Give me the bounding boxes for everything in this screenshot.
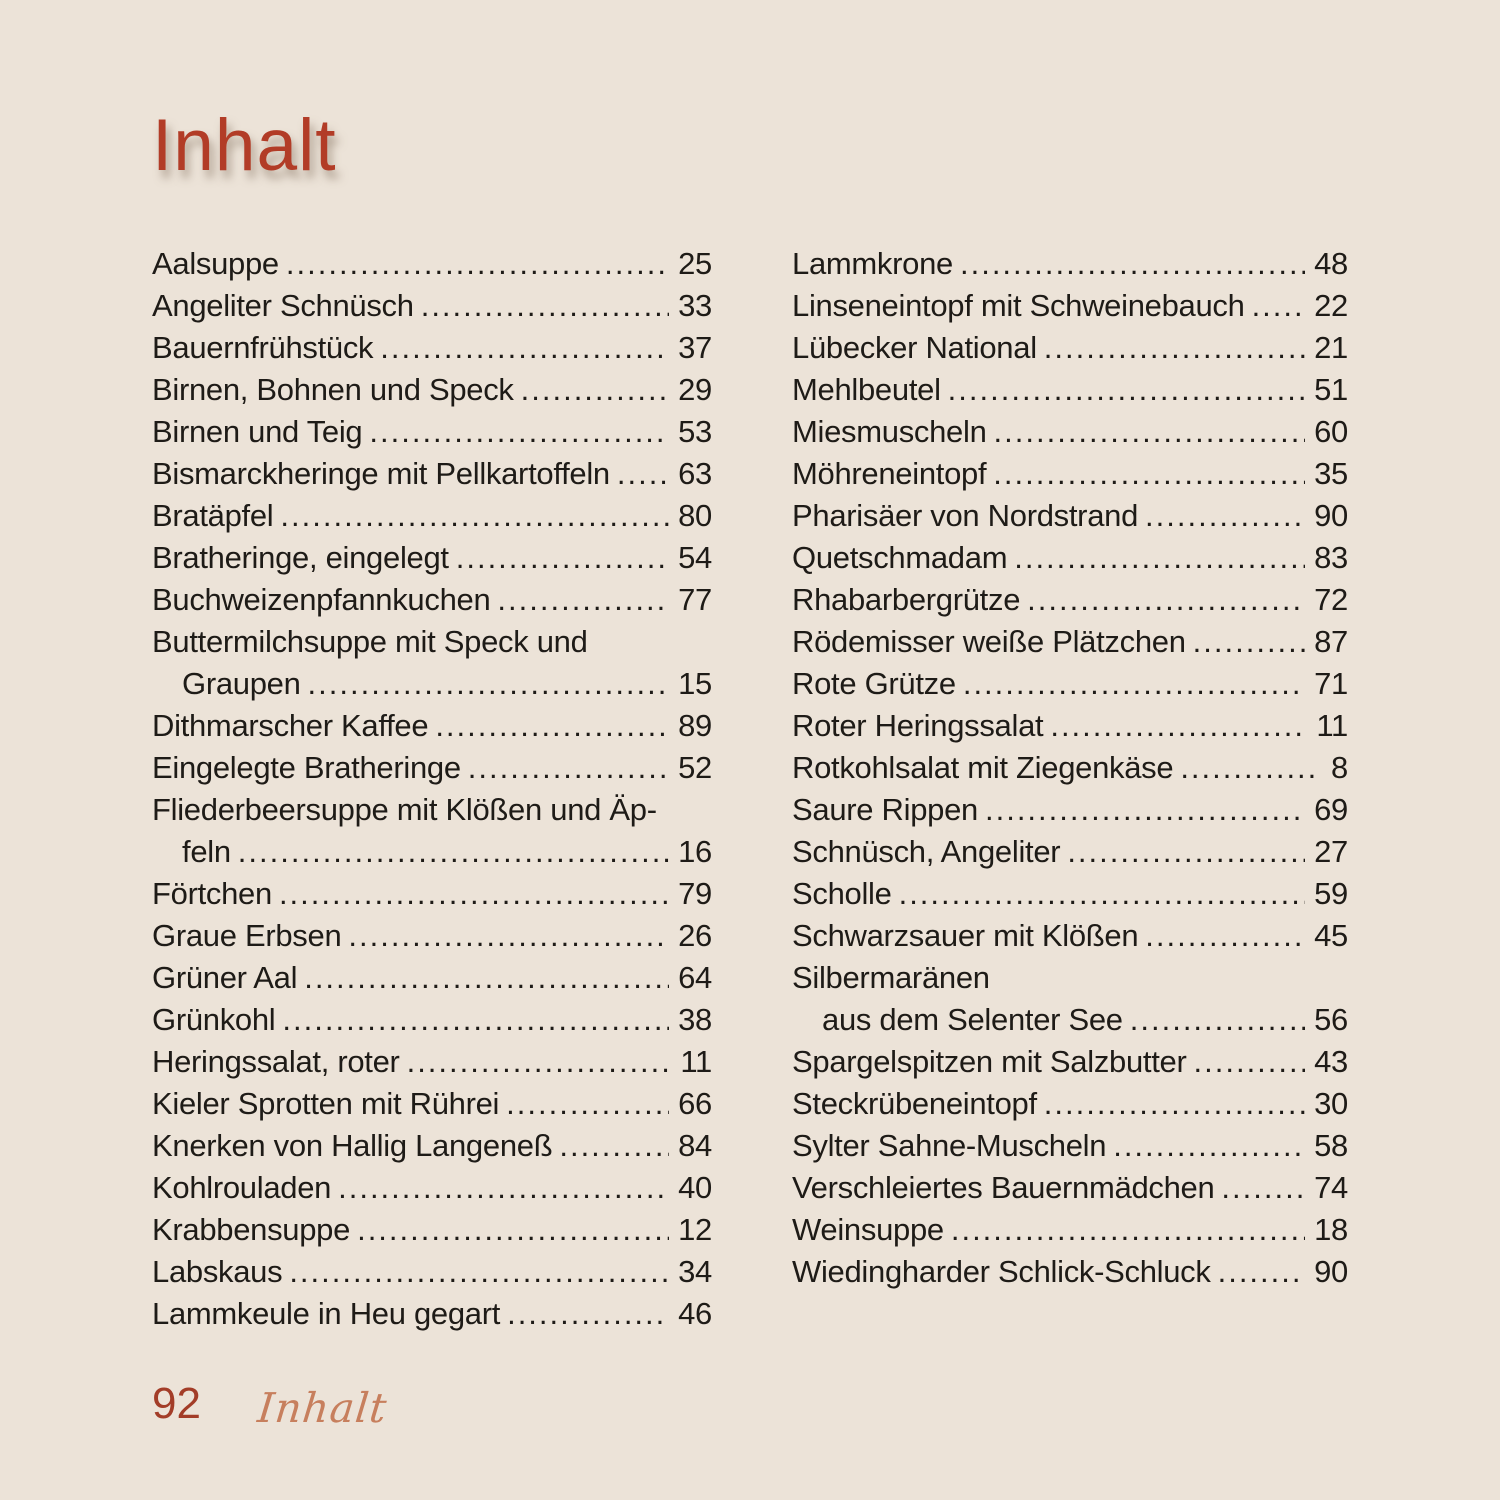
toc-entry [792,747,1348,789]
toc-entry-page: 34 [678,1254,712,1289]
dot-leader [468,747,669,789]
dot-leader [1145,495,1305,537]
footer-page-number: 92 [152,1379,201,1428]
toc-entry [152,1125,712,1167]
toc-entry-page: 87 [1314,624,1348,659]
toc-entry [792,1209,1348,1251]
dot-leader [304,957,669,999]
footer-section-label: Inhalt [255,1384,390,1432]
toc-entry [792,663,1348,705]
toc-entry-title: Rote Grütze [792,666,956,701]
toc-entry-title: Buttermilchsuppe mit Speck und [152,624,588,659]
dot-leader [1145,915,1305,957]
toc-entry [152,705,712,747]
dot-leader [617,453,669,495]
toc-entry-page: 46 [678,1296,712,1331]
dot-leader [357,1209,669,1251]
dot-leader [348,915,669,957]
toc-entry-page: 90 [1314,1254,1348,1289]
toc-entry-page: 64 [678,960,712,995]
toc-entry [152,957,712,999]
toc-entry [152,831,712,873]
dot-leader [338,1167,669,1209]
toc-entry-page: 12 [678,1212,712,1247]
toc-entry-title: Verschleiertes Bauernmädchen [792,1170,1215,1205]
toc-entry-title: Saure Rippen [792,792,978,827]
dot-leader [1130,999,1305,1041]
toc-entry-title: Weinsuppe [792,1212,944,1247]
toc-entry [152,369,712,411]
toc-entry-page: 63 [678,456,712,491]
toc-entry [152,579,712,621]
toc-entry [792,1251,1348,1293]
toc-entry-page: 25 [678,246,712,281]
toc-entry [792,369,1348,411]
dot-leader [497,579,669,621]
toc-column-right [792,243,1348,1293]
toc-entry-page: 77 [678,582,712,617]
dot-leader [899,873,1306,915]
toc-entry-title: aus dem Selenter See [822,1002,1123,1037]
toc-entry [792,1125,1348,1167]
toc-entry-page: 35 [1314,456,1348,491]
toc-entry-page: 79 [678,876,712,911]
toc-entry-title: Scholle [792,876,892,911]
dot-leader [421,285,669,327]
dot-leader [280,495,669,537]
toc-entry-title: feln [182,834,231,869]
toc-entry-title: Grünkohl [152,1002,276,1037]
dot-leader [279,873,669,915]
toc-entry-title: Steckrübeneintopf [792,1086,1037,1121]
dot-leader [308,663,670,705]
dot-leader [289,1251,669,1293]
toc-entry [792,285,1348,327]
dot-leader [286,243,669,285]
toc-entry [152,285,712,327]
toc-entry-title: Heringssalat, roter [152,1044,400,1079]
toc-entry-title: Eingelegte Bratheringe [152,750,461,785]
toc-entry-title: Dithmarscher Kaffee [152,708,429,743]
toc-entry-page: 18 [1314,1212,1348,1247]
toc-entry [152,1083,712,1125]
dot-leader [993,453,1305,495]
toc-entry-title: Mehlbeutel [792,372,941,407]
dot-leader [1113,1125,1305,1167]
toc-entry-page: 37 [678,330,712,365]
dot-leader [380,327,669,369]
toc-entry-title: Rotkohlsalat mit Ziegenkäse [792,750,1174,785]
toc-entry-page: 83 [1314,540,1348,575]
toc-entry-page: 51 [1314,372,1348,407]
dot-leader [1194,1041,1306,1083]
toc-entry-page: 56 [1314,1002,1348,1037]
toc-entry [792,915,1348,957]
toc-entry [792,621,1348,663]
dot-leader [559,1125,669,1167]
toc-entry [152,453,712,495]
dot-leader [994,411,1306,453]
toc-entry [792,831,1348,873]
toc-entry-title: Lübecker National [792,330,1037,365]
toc-entry-page: 21 [1314,330,1348,365]
toc-entry-page: 89 [678,708,712,743]
dot-leader [506,1083,669,1125]
toc-entry [152,663,712,705]
toc-entry [152,243,712,285]
toc-entry [152,495,712,537]
toc-entry-title: Linseneintopf mit Schweinebauch [792,288,1245,323]
toc-entry [152,915,712,957]
toc-entry [792,327,1348,369]
toc-entry-page: 72 [1314,582,1348,617]
toc-entry-title: Bauernfrühstück [152,330,374,365]
toc-entry-title: Grüner Aal [152,960,298,995]
toc-entry-page: 11 [680,1044,712,1079]
toc-entry-page: 22 [1314,288,1348,323]
dot-leader [1218,1251,1306,1293]
dot-leader [435,705,669,747]
toc-entry-title: Wiedingharder Schlick-Schluck [792,1254,1211,1289]
dot-leader [456,537,669,579]
toc-entry-page: 16 [678,834,712,869]
dot-leader [521,369,669,411]
toc-entry-page: 27 [1314,834,1348,869]
toc-entry-page: 69 [1314,792,1348,827]
toc-entry-page: 30 [1314,1086,1348,1121]
dot-leader [1014,537,1305,579]
toc-entry-title: Förtchen [152,876,272,911]
toc-entry [152,1041,712,1083]
toc-entry-page: 38 [678,1002,712,1037]
toc-entry [792,957,1348,999]
toc-entry-title: Graupen [182,666,301,701]
toc-entry-page: 60 [1314,414,1348,449]
toc-entry [152,747,712,789]
dot-leader [1180,747,1319,789]
toc-entry-title: Bismarckheringe mit Pellkartoffeln [152,456,610,491]
dot-leader [951,1209,1305,1251]
toc-entry [152,621,712,663]
dot-leader [948,369,1305,411]
dot-leader [507,1293,669,1335]
toc-entry [792,579,1348,621]
toc-entry [792,873,1348,915]
toc-entry-page: 71 [1314,666,1348,701]
dot-leader [282,999,669,1041]
toc-entry-page: 40 [678,1170,712,1205]
toc-entry-title: Möhreneintopf [792,456,987,491]
toc-entry [792,999,1348,1041]
toc-entry [152,327,712,369]
toc-entry-page: 58 [1314,1128,1348,1163]
toc-entry [792,411,1348,453]
toc-entry-title: Miesmuscheln [792,414,987,449]
toc-entry-title: Roter Heringssalat [792,708,1044,743]
toc-entry [792,537,1348,579]
toc-entry-page: 90 [1314,498,1348,533]
toc-entry [792,1167,1348,1209]
toc-entry-title: Kieler Sprotten mit Rührei [152,1086,500,1121]
dot-leader [238,831,669,873]
dot-leader [1221,1167,1305,1209]
toc-entry-title: Labskaus [152,1254,283,1289]
dot-leader [1044,327,1305,369]
toc-entry-title: Aalsuppe [152,246,279,281]
dot-leader [1027,579,1305,621]
toc-entry-page: 66 [678,1086,712,1121]
toc-entry-title: Fliederbeersuppe mit Klößen und Äp- [152,792,657,827]
toc-entry-title: Knerken von Hallig Langeneß [152,1128,553,1163]
page-title: Inhalt [152,105,337,186]
toc-entry-page: 74 [1314,1170,1348,1205]
toc-entry-page: 45 [1314,918,1348,953]
toc-entry [152,1209,712,1251]
toc-entry-title: Birnen und Teig [152,414,363,449]
toc-entry [152,789,712,831]
toc-entry [152,999,712,1041]
toc-entry-page: 80 [678,498,712,533]
toc-entry [792,705,1348,747]
toc-entry-title: Lammkeule in Heu gegart [152,1296,501,1331]
dot-leader [369,411,669,453]
toc-entry-page: 84 [678,1128,712,1163]
toc-entry-page: 54 [678,540,712,575]
toc-entry-title: Rhabarbergrütze [792,582,1021,617]
toc-entry [152,873,712,915]
toc-entry-title: Sylter Sahne-Muscheln [792,1128,1107,1163]
toc-entry-title: Silbermaränen [792,960,990,995]
toc-entry-page: 26 [678,918,712,953]
toc-entry-title: Schwarzsauer mit Klößen [792,918,1139,953]
toc-entry-page: 48 [1314,246,1348,281]
toc-entry-title: Kohlrouladen [152,1170,332,1205]
toc-column-left [152,243,712,1335]
dot-leader [1252,285,1306,327]
toc-entry-title: Angeliter Schnüsch [152,288,414,323]
toc-entry-page: 11 [1316,708,1348,743]
toc-entry-title: Quetschmadam [792,540,1008,575]
toc-entry-title: Pharisäer von Nordstrand [792,498,1139,533]
toc-entry [792,1041,1348,1083]
toc-entry-title: Spargelspitzen mit Salzbutter [792,1044,1187,1079]
toc-entry-page: 8 [1331,750,1348,785]
toc-entry [152,1251,712,1293]
toc-entry [152,411,712,453]
toc-entry-page: 33 [678,288,712,323]
toc-entry [792,453,1348,495]
toc-entry [152,1167,712,1209]
toc-entry-title: Bratäpfel [152,498,274,533]
dot-leader [1067,831,1305,873]
toc-entry [152,1293,712,1335]
toc-entry-page: 59 [1314,876,1348,911]
toc-entry-title: Bratheringe, eingelegt [152,540,449,575]
dot-leader [985,789,1305,831]
toc-entry [152,537,712,579]
toc-entry-page: 53 [678,414,712,449]
toc-entry-title: Krabbensuppe [152,1212,351,1247]
dot-leader [1193,621,1305,663]
dot-leader [1050,705,1307,747]
dot-leader [960,243,1305,285]
toc-entry [792,243,1348,285]
toc-entry [792,495,1348,537]
toc-entry-title: Rödemisser weiße Plätzchen [792,624,1186,659]
toc-entry [792,789,1348,831]
dot-leader [963,663,1305,705]
toc-entry-title: Schnüsch, Angeliter [792,834,1061,869]
toc-entry [792,1083,1348,1125]
dot-leader [1044,1083,1305,1125]
dot-leader [407,1041,672,1083]
toc-entry-title: Graue Erbsen [152,918,342,953]
toc-entry-page: 52 [678,750,712,785]
toc-entry-title: Buchweizenpfannkuchen [152,582,491,617]
toc-entry-title: Lammkrone [792,246,953,281]
toc-entry-page: 43 [1314,1044,1348,1079]
toc-entry-page: 29 [678,372,712,407]
toc-entry-title: Birnen, Bohnen und Speck [152,372,514,407]
toc-entry-page: 15 [678,666,712,701]
